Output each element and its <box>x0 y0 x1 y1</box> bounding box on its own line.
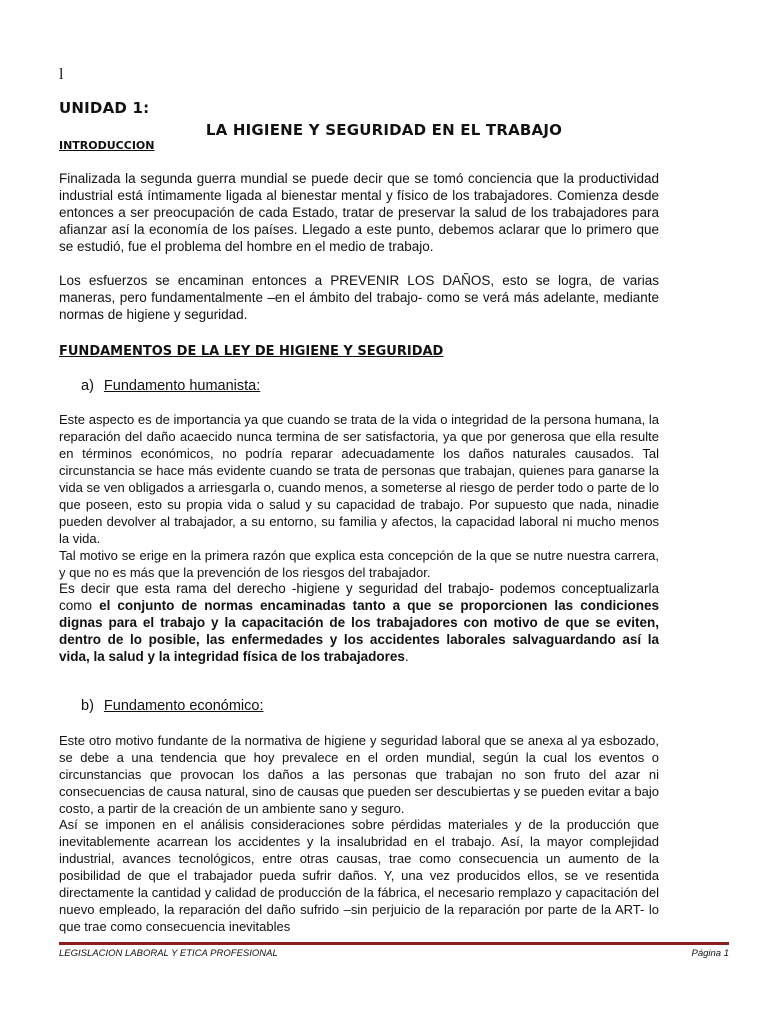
page-mark: l <box>59 66 64 83</box>
humanista-paragraph-3 <box>59 580 659 665</box>
economico-paragraph-2: Así se imponen en el análisis consideraciones sobre pérdidas materiales y de la producción que inevitablemente acarrean los accidentes y la insalubridad en el trabajo. Así, la mayor complejidad industrial, avances tecnológicos, entre otras causas, trae como consecuencia un aumento de la posibilidad de que el trabajador pueda sufrir daños. Y, una vez producidos ellos, se ve resentida directamente la cantidad y calidad de producción de la fábrica, el necesario remplazo y capacitación del nuevo empleado, la reparación del daño sufrido –sin perjuicio de la reparación por parte de la ART- lo que trae como consecuencia inevitables <box>59 817 659 934</box>
footer-course-title: LEGISLACION LABORAL Y ETICA PROFESIONAL <box>59 948 278 959</box>
page-title: LA HIGIENE Y SEGURIDAD EN EL TRABAJO <box>205 121 563 139</box>
intro-paragraph-1: Finalizada la segunda guerra mundial se puede decir que se tomó conciencia que la productividad industrial está íntimamente ligada al bienestar mental y físico de los trabajadores. Comienza desde entonces a ser preocupación de cada Estado, tratar de preservar la salud de los trabajadores para afianzar así la economía de los países. Llegado a este punto, debemos aclarar que lo primero que se estudió, fue el problema del hombre en el medio de trabajo. <box>59 171 659 254</box>
humanista-paragraph-2: Tal motivo se erige en la primera razón que explica esta concepción de la que se nutre nuestra carrera, y que no es más que la prevención de los riesgos del trabajador. <box>59 548 659 580</box>
definition-end: . <box>404 649 409 664</box>
footer-rule <box>59 942 729 945</box>
subheading-humanista <box>81 378 260 394</box>
subheading-text: Fundamento humanista: <box>103 378 261 394</box>
subheading-economico <box>81 698 264 714</box>
intro-paragraph-2: Los esfuerzos se encaminan entonces a PREVENIR LOS DAÑOS, esto se logra, de varias maneras, pero fundamentalmente –en el ámbito del trabajo- como se verá más adelante, mediante normas de higiene y seguridad. <box>59 273 659 322</box>
subheading-text: Fundamento económico: <box>103 698 264 714</box>
definition-bold: el conjunto de normas encaminadas tanto a que se proporcionen las condiciones dignas para el trabajo y la capacitación de los trabajadores con motivo de que se eviten, dentro de lo posible, las enfermedades y los accidentes laborales salvaguardando así la vida, la salud y la integridad física de los trabajadores <box>59 598 659 664</box>
unit-label: UNIDAD 1: <box>59 99 150 117</box>
footer-page-number: Página 1 <box>691 948 729 959</box>
subheading-letter: a) <box>81 378 94 394</box>
economico-paragraph-1: Este otro motivo fundante de la normativa de higiene y seguridad laboral que se anexa al ya esbozado, se debe a una tendencia que hoy prevalece en el orden mundial, según la cual los eventos o circunstancias que provocan los daños a las personas que trabajan no son fruto del azar ni consecuencias de causa natural, sino de causas que pueden ser descubiertas y se pueden evitar a bajo costo, a partir de la creación de un ambiente sano y seguro. <box>59 733 659 816</box>
definition-lead: Es decir que esta rama del derecho -higiene y seguridad del trabajo- podemos conceptualizarla como <box>59 581 659 613</box>
intro-heading: INTRODUCCION <box>59 139 155 152</box>
subheading-letter: b) <box>81 698 94 714</box>
humanista-paragraph-1: Este aspecto es de importancia ya que cuando se trata de la vida o integridad de la persona humana, la reparación del daño acaecido nunca termina de ser satisfactoria, ya que por generosa que ella resulte en términos económicos, no podría reparar adecuadamente los daños naturales causados. Tal circunstancia se hace más evidente cuando se trata de personas que trabajan, quienes para ganarse la vida se ven obligados a arriesgarla o, cuando menos, a someterse al riesgo de perder todo o parte de lo que poseen, esto su propia vida o salud y su capacidad de trabajo. Por supuesto que nada, ninadie pueden devolver al trabajador, a su entorno, su familia y afectos, la capacidad laboral ni mucho menos la vida. <box>59 412 659 546</box>
section-heading: FUNDAMENTOS DE LA LEY DE HIGIENE Y SEGURIDAD <box>59 344 444 359</box>
